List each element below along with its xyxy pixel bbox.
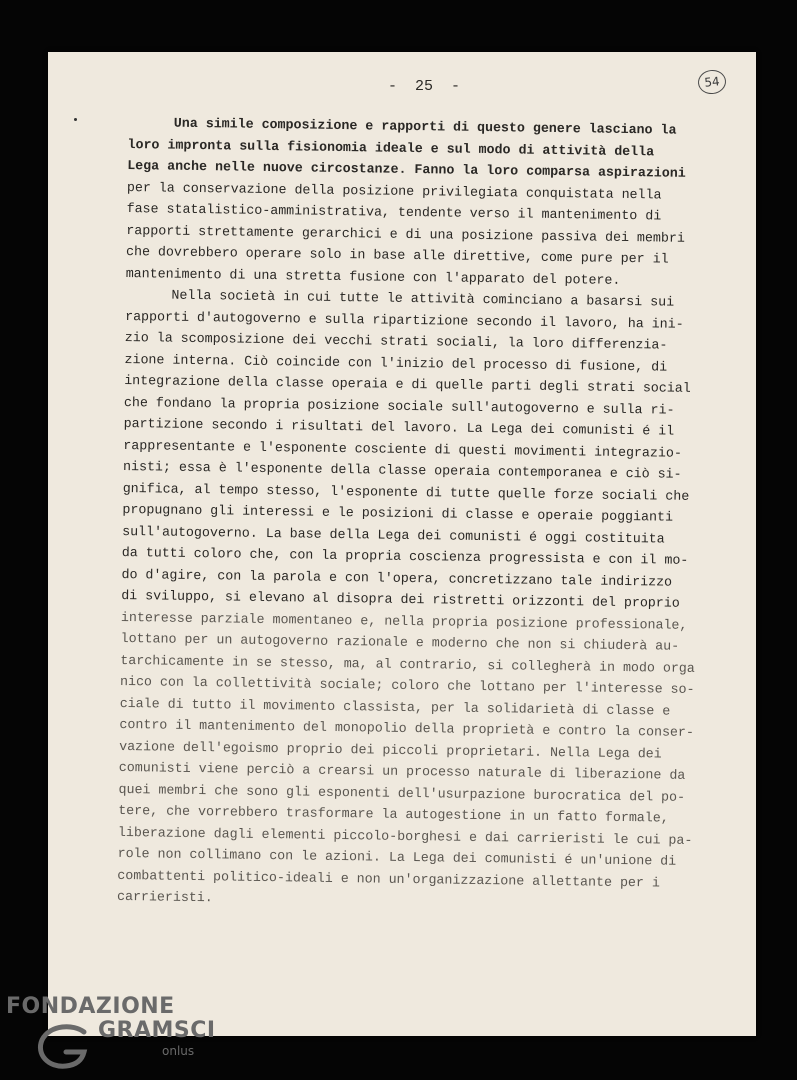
text-line: rappresentante e l'esponente cosciente di questi movimenti integrazio- bbox=[123, 437, 682, 461]
watermark-onlus: onlus bbox=[162, 1044, 195, 1058]
page-number: - 25 - bbox=[388, 78, 461, 95]
text-line: loro impronta sulla fisionomia ideale e sul modo di attività della bbox=[127, 136, 655, 159]
text-line: carrieristi. bbox=[116, 888, 213, 906]
text-line: per la conservazione della posizione privilegiata conquistata nella bbox=[126, 179, 662, 202]
text-line: nico con la collettività sociale; coloro che lottano per l'interesse so- bbox=[119, 673, 695, 697]
text-line: liberazione dagli elementi piccolo-borghesi e dai carrieristi le cui pa- bbox=[117, 824, 693, 848]
text-line: ciale di tutto il movimento classista, per la solidarietà di classe e bbox=[119, 695, 671, 719]
text-line: rapporti strettamente gerarchici e di una posizione passiva dei membri bbox=[126, 222, 685, 246]
text-line: role non collimano con le azioni. La Lega dei comunisti é un'unione di bbox=[117, 845, 677, 869]
text-line: zione interna. Ciò coincide con l'inizio del processo di fusione, di bbox=[124, 351, 668, 375]
text-line: tere, che vorrebbero trasformare la autogestione in un fatto formale, bbox=[118, 802, 669, 826]
text-line: interesse parziale momentaneo e, nella propria posizione professionale, bbox=[120, 609, 688, 633]
text-line: di sviluppo, si elevano al disopra dei ristretti orizzonti del proprio bbox=[121, 587, 680, 611]
text-line: combattenti politico-ideali e non un'organizzazione allettante per i bbox=[117, 867, 661, 891]
text-line: lottano per un autogoverno razionale e moderno che non si chiuderà au- bbox=[120, 630, 680, 654]
watermark-fondazione: FONDAZIONE bbox=[6, 994, 175, 1019]
text-line: nisti; essa è l'esponente della classe operaia contemporanea e ciò si- bbox=[122, 458, 682, 482]
text-line: partizione secondo i risultati del lavoro. La Lega dei comunisti é il bbox=[123, 415, 675, 439]
text-line: do d'agire, con la parola e con l'opera, concretizzano tale indirizzo bbox=[121, 566, 673, 590]
text-line: Lega anche nelle nuove circostanze. Fanno la loro comparsa aspirazioni bbox=[127, 157, 686, 181]
typescript-page bbox=[48, 52, 756, 1036]
text-line: Una simile composizione e rapporti di questo genere lasciano la bbox=[173, 115, 677, 138]
text-line: mantenimento di una stretta fusione con l'apparato del potere. bbox=[125, 265, 621, 288]
text-line: che dovrebbero operare solo in base alle direttive, come pure per il bbox=[125, 243, 669, 267]
text-line: quei membri che sono gli esponenti dell'usurpazione burocratica del po- bbox=[118, 781, 686, 805]
archive-number-stamp: 54 bbox=[697, 69, 727, 96]
text-line: propugnano gli interessi e le posizioni di classe e operaie poggianti bbox=[122, 501, 674, 525]
text-line: Nella società in cui tutte le attività cominciano a basarsi sui bbox=[171, 287, 675, 310]
watermark-gramsci: GRAMSCI bbox=[98, 1018, 216, 1043]
text-line: contro il mantenimento del monopolio della proprietà e contro la conser- bbox=[119, 716, 695, 740]
text-line: vazione dell'egoismo proprio dei piccoli proprietari. Nella Lega dei bbox=[119, 738, 662, 762]
text-line: da tutti coloro che, con la propria coscienza progressista e con il mo- bbox=[121, 544, 689, 568]
fondazione-gramsci-watermark bbox=[6, 992, 216, 1072]
g-swoosh-logo-icon bbox=[36, 1022, 92, 1070]
text-line: integrazione della classe operaia e di quelle parti degli strati social bbox=[124, 372, 691, 396]
margin-mark bbox=[74, 118, 77, 121]
text-line: tarchicamente in se stesso, ma, al contrario, si collegherà in modo orga bbox=[120, 652, 695, 676]
text-line: sull'autogoverno. La base della Lega dei comunisti é oggi costituita bbox=[122, 523, 665, 547]
text-line: zio la scomposizione dei vecchi strati sociali, la loro differenzia- bbox=[124, 329, 668, 353]
body-text bbox=[117, 112, 746, 916]
text-line: che fondano la propria posizione sociale sull'autogoverno e sulla ri- bbox=[123, 394, 675, 418]
text-line: gnifica, al tempo stesso, l'esponente di tutte quelle forze sociali che bbox=[122, 480, 690, 504]
text-line: rapporti d'autogoverno e sulla ripartizione secondo il lavoro, ha ini- bbox=[125, 308, 684, 332]
text-line: comunisti viene perciò a crearsi un processo naturale di liberazione da bbox=[118, 759, 686, 783]
text-line: fase statalistico-amministrativa, tendente verso il mantenimento di bbox=[126, 200, 662, 224]
